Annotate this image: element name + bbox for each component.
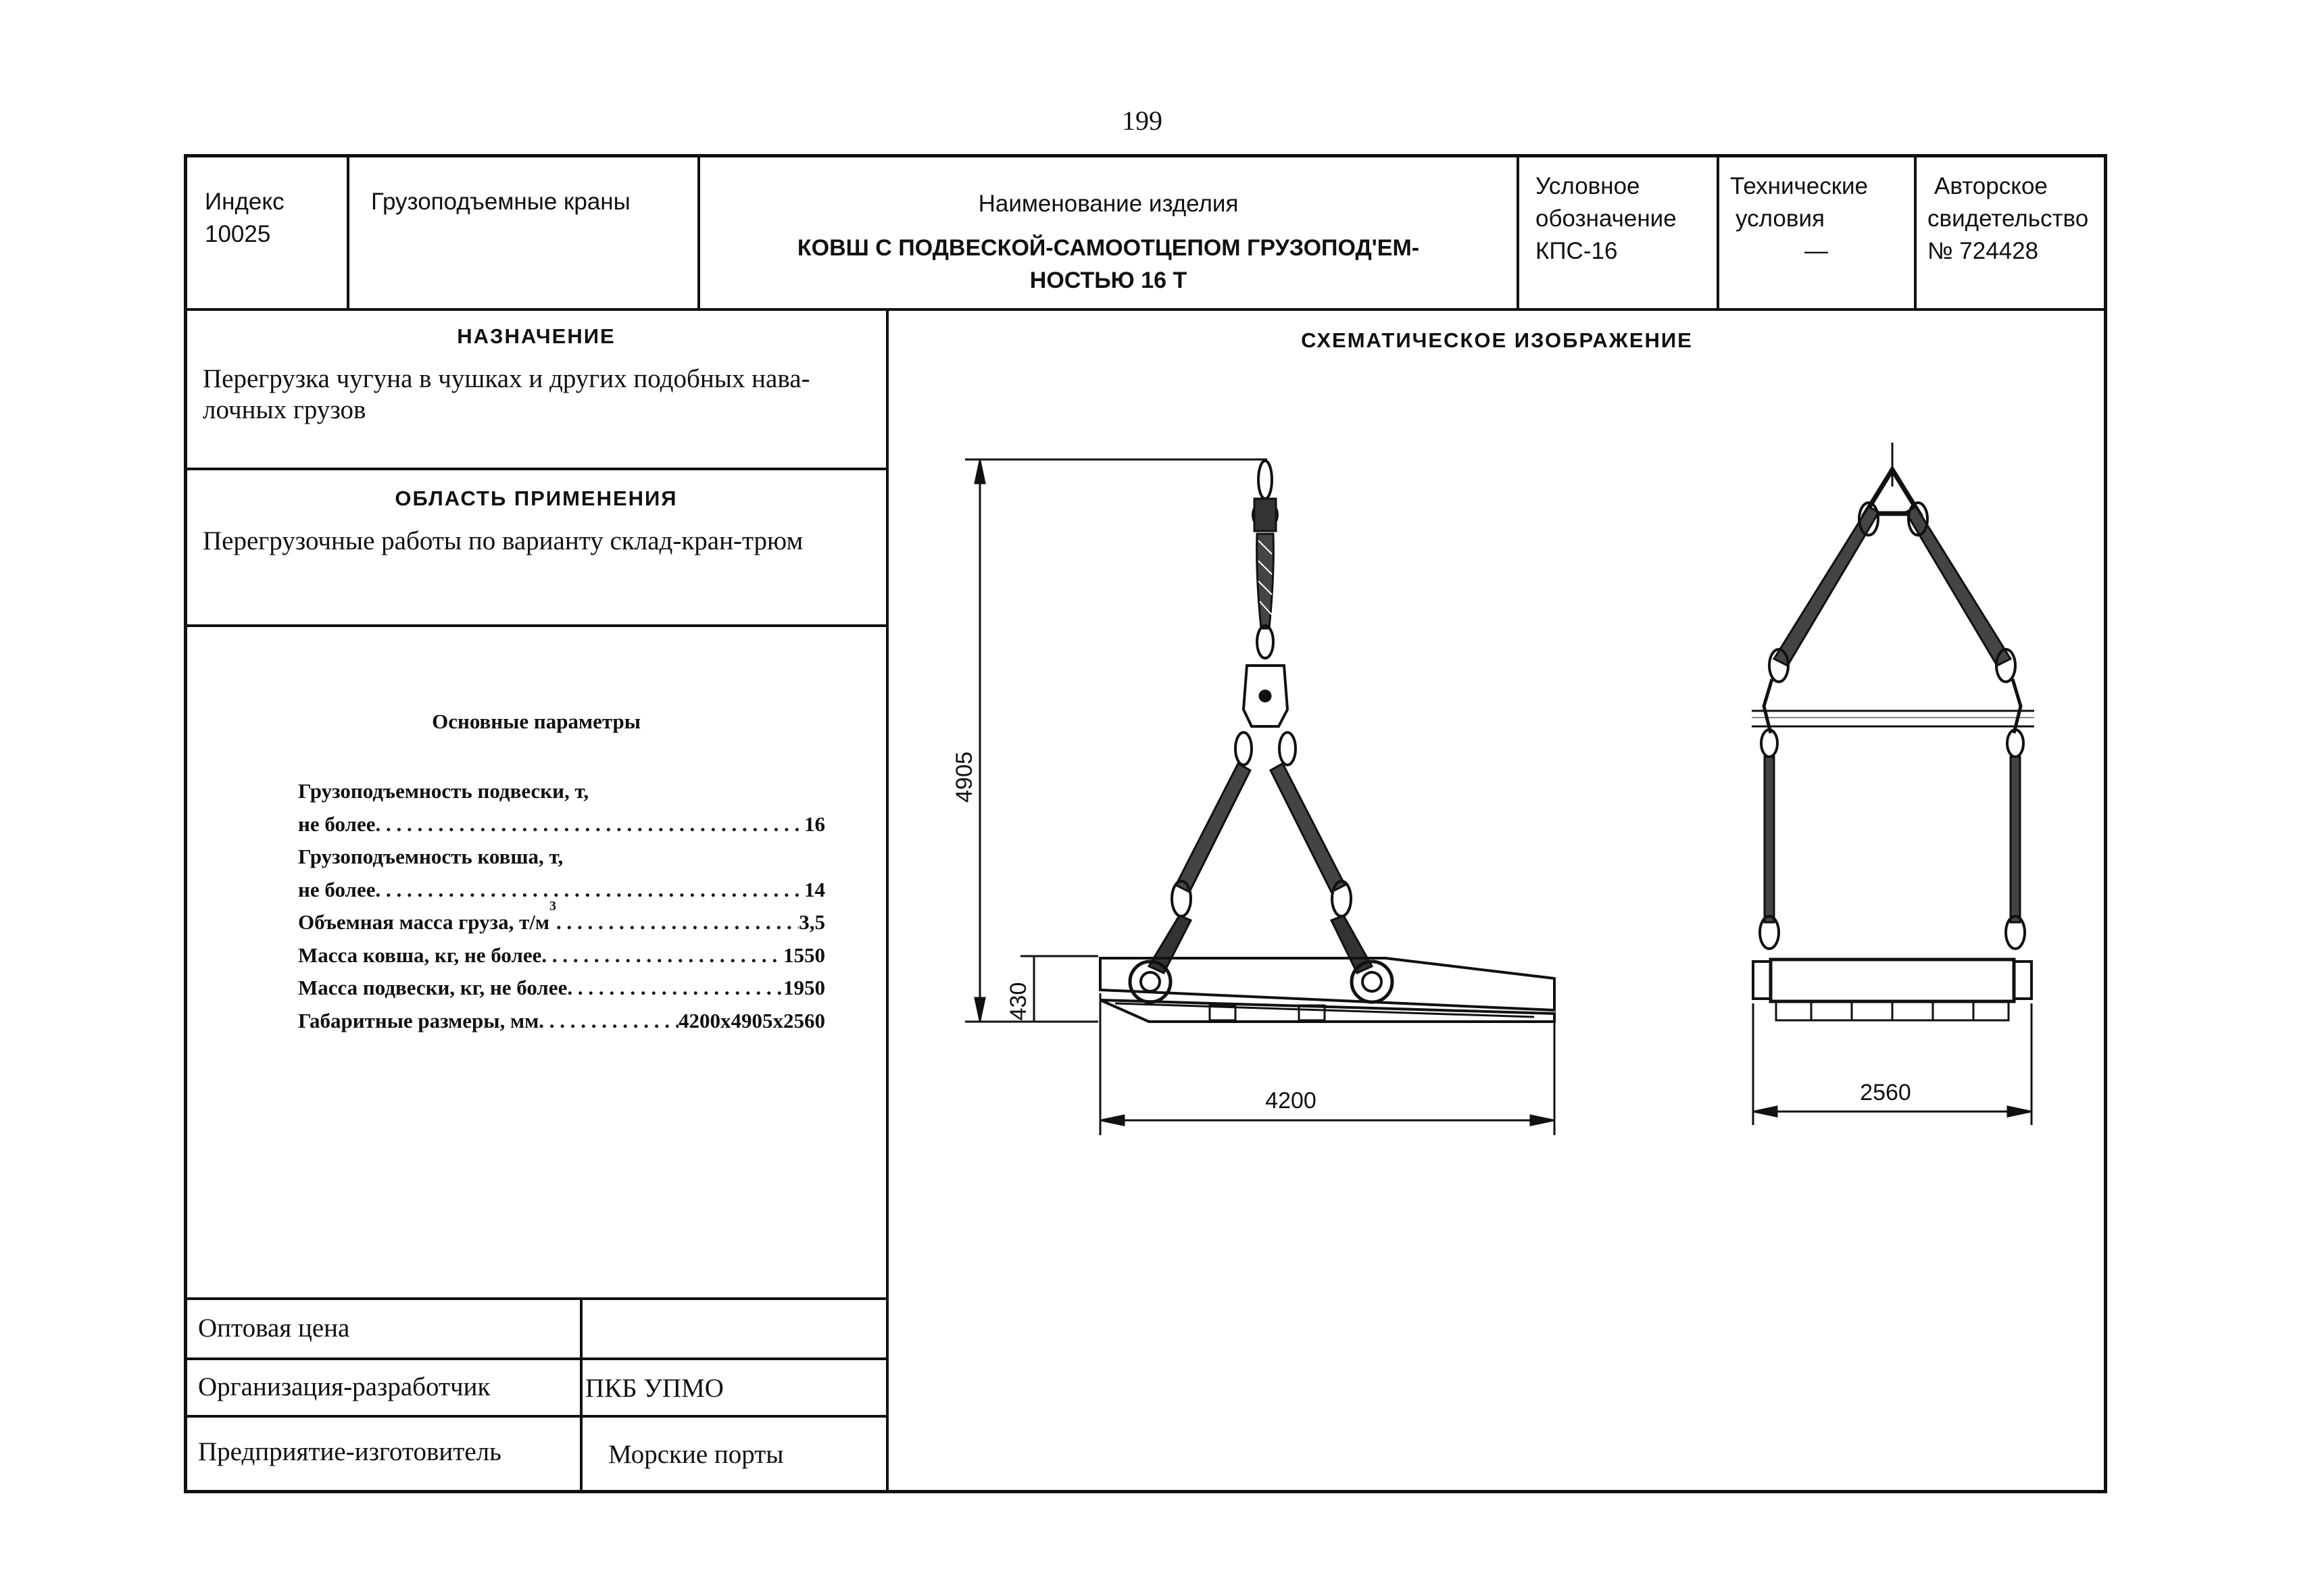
application-title: ОБЛАСТЬ ПРИМЕНЕНИЯ [395, 487, 678, 510]
designation-value: КПС-16 [1535, 238, 1618, 264]
manufacturer-value: Морские порты [608, 1440, 784, 1469]
author-label-line1: Авторское [1934, 173, 2048, 199]
designation-label-line2: обозначение [1535, 205, 1677, 232]
author-value: № 724428 [1927, 238, 2039, 264]
param-label: Масса подвески, кг, не более [298, 976, 568, 999]
product-name-line2: НОСТЬЮ 16 Т [1029, 268, 1187, 293]
manufacturer-label: Предприятие-изготовитель [198, 1437, 501, 1466]
parameters-title: Основные параметры [432, 709, 641, 733]
index-label: Индекс [205, 189, 285, 215]
purpose-text-line2: лочных грузов [203, 395, 366, 424]
param-superscript: 3 [549, 899, 557, 914]
price-label: Оптовая цена [198, 1314, 350, 1343]
tech-value: — [1804, 238, 1828, 264]
developer-label: Организация-разработчик [198, 1372, 491, 1401]
param-value: 3,5 [799, 910, 825, 934]
param-value: 4200х4905х2560 [679, 1008, 825, 1032]
param-label: не более [298, 877, 376, 901]
param-label: Объемная масса груза, т/м [298, 910, 550, 934]
designation-label-line1: Условное [1535, 173, 1640, 199]
param-label: Габаритные размеры, мм [298, 1008, 539, 1032]
author-label-line2: свидетельство [1927, 205, 2089, 232]
tech-label-line2: условия [1736, 205, 1825, 232]
purpose-title: НАЗНАЧЕНИЕ [457, 324, 616, 348]
category-value: Грузоподъемные краны [371, 189, 631, 215]
param-label: не более [298, 812, 376, 836]
param-value: 16 [804, 812, 825, 836]
dim-height-label: 4905 [952, 751, 977, 803]
index-value: 10025 [205, 221, 271, 247]
page-number: 199 [1122, 105, 1162, 136]
developer-value: ПКБ УПМО [585, 1374, 724, 1403]
purpose-text-line1: Перегрузка чугуна в чушках и других подобных нава- [203, 364, 810, 393]
product-name-line1: КОВШ С ПОДВЕСКОЙ-САМООТЦЕПОМ ГРУЗОПОД'ЕМ- [797, 235, 1420, 261]
dim-width-label: 2560 [1860, 1080, 1911, 1105]
side-view [965, 459, 1554, 1135]
front-view [1752, 443, 2034, 1125]
dim-length-label: 4200 [1265, 1088, 1316, 1114]
param-value: 14 [804, 877, 825, 901]
param-value: 1950 [783, 976, 825, 999]
param-label: Грузоподъемность подвески, т, [298, 779, 589, 803]
dim-bucket-height-label: 430 [1006, 982, 1031, 1021]
tech-label-line1: Технические [1730, 173, 1869, 199]
param-label: Масса ковша, кг, не более [298, 943, 542, 967]
application-text: Перегрузочные работы по варианту склад-кран-трюм [203, 526, 804, 555]
param-label: Грузоподъемность ковша, т, [298, 845, 564, 868]
schematic-title: СХЕМАТИЧЕСКОЕ ИЗОБРАЖЕНИЕ [1301, 328, 1693, 352]
product-label: Наименование изделия [978, 191, 1239, 217]
param-value: 1550 [783, 943, 825, 967]
